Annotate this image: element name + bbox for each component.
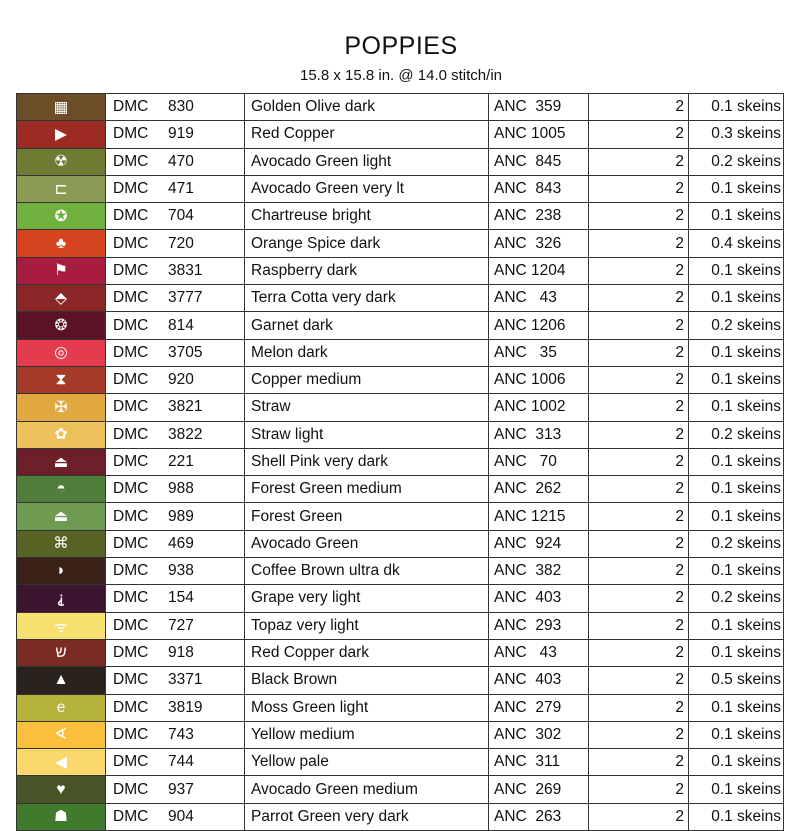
anchor-code: ANC 382 bbox=[489, 558, 589, 585]
anchor-code: ANC 924 bbox=[489, 530, 589, 557]
thread-row bbox=[17, 503, 784, 530]
color-name: Straw light bbox=[245, 421, 489, 448]
color-name: Topaz very light bbox=[245, 612, 489, 639]
anchor-code: ANC 263 bbox=[489, 803, 589, 830]
strand-count: 2 bbox=[589, 94, 689, 121]
strand-count: 2 bbox=[589, 585, 689, 612]
thread-number: 470 bbox=[168, 148, 245, 175]
thread-number: 471 bbox=[168, 175, 245, 202]
color-name: Forest Green bbox=[245, 503, 489, 530]
thread-row bbox=[17, 612, 784, 639]
skein-amount: 0.1 skeins bbox=[689, 394, 784, 421]
skein-amount: 0.1 skeins bbox=[689, 749, 784, 776]
color-swatch: e bbox=[17, 694, 106, 721]
color-name: Yellow pale bbox=[245, 749, 489, 776]
thread-brand: DMC bbox=[106, 312, 169, 339]
thread-brand: DMC bbox=[106, 503, 169, 530]
thread-row bbox=[17, 203, 784, 230]
color-name: Avocado Green medium bbox=[245, 776, 489, 803]
skein-amount: 0.1 skeins bbox=[689, 285, 784, 312]
skein-amount: 0.5 skeins bbox=[689, 667, 784, 694]
skein-amount: 0.1 skeins bbox=[689, 721, 784, 748]
skein-amount: 0.1 skeins bbox=[689, 776, 784, 803]
thread-brand: DMC bbox=[106, 585, 169, 612]
skein-amount: 0.4 skeins bbox=[689, 230, 784, 257]
thread-brand: DMC bbox=[106, 339, 169, 366]
thread-legend-table bbox=[16, 93, 784, 831]
thread-row bbox=[17, 121, 784, 148]
color-swatch: ⊏ bbox=[17, 175, 106, 202]
color-swatch: ⬘ bbox=[17, 285, 106, 312]
strand-count: 2 bbox=[589, 175, 689, 202]
thread-number: 920 bbox=[168, 366, 245, 393]
skein-amount: 0.1 skeins bbox=[689, 203, 784, 230]
thread-number: 918 bbox=[168, 639, 245, 666]
color-name: Copper medium bbox=[245, 366, 489, 393]
color-swatch: ▦ bbox=[17, 94, 106, 121]
thread-number: 3822 bbox=[168, 421, 245, 448]
thread-row bbox=[17, 285, 784, 312]
anchor-code: ANC 313 bbox=[489, 421, 589, 448]
thread-row bbox=[17, 749, 784, 776]
thread-brand: DMC bbox=[106, 448, 169, 475]
skein-amount: 0.1 skeins bbox=[689, 339, 784, 366]
skein-amount: 0.2 skeins bbox=[689, 421, 784, 448]
anchor-code: ANC 1005 bbox=[489, 121, 589, 148]
skein-amount: 0.2 skeins bbox=[689, 148, 784, 175]
thread-brand: DMC bbox=[106, 421, 169, 448]
anchor-code: ANC 326 bbox=[489, 230, 589, 257]
thread-number: 938 bbox=[168, 558, 245, 585]
thread-number: 743 bbox=[168, 721, 245, 748]
thread-number: 830 bbox=[168, 94, 245, 121]
color-swatch: ש bbox=[17, 639, 106, 666]
chart-dimensions: 15.8 x 15.8 in. @ 14.0 stitch/in bbox=[299, 67, 502, 84]
color-name: Orange Spice dark bbox=[245, 230, 489, 257]
thread-row bbox=[17, 339, 784, 366]
skein-amount: 0.1 skeins bbox=[689, 558, 784, 585]
strand-count: 2 bbox=[589, 721, 689, 748]
anchor-code: ANC 403 bbox=[489, 585, 589, 612]
thread-brand: DMC bbox=[106, 530, 169, 557]
skein-amount: 0.1 skeins bbox=[689, 94, 784, 121]
color-name: Avocado Green bbox=[245, 530, 489, 557]
anchor-code: ANC 1206 bbox=[489, 312, 589, 339]
color-swatch: ♣ bbox=[17, 230, 106, 257]
color-name: Avocado Green light bbox=[245, 148, 489, 175]
color-name: Shell Pink very dark bbox=[245, 448, 489, 475]
anchor-code: ANC 35 bbox=[489, 339, 589, 366]
strand-count: 2 bbox=[589, 148, 689, 175]
strand-count: 2 bbox=[589, 203, 689, 230]
thread-row bbox=[17, 476, 784, 503]
color-name: Raspberry dark bbox=[245, 257, 489, 284]
strand-count: 2 bbox=[589, 366, 689, 393]
color-swatch: ♥ bbox=[17, 776, 106, 803]
color-name: Moss Green light bbox=[245, 694, 489, 721]
color-swatch: ☗ bbox=[17, 803, 106, 830]
thread-row bbox=[17, 639, 784, 666]
skein-amount: 0.1 skeins bbox=[689, 257, 784, 284]
color-name: Yellow medium bbox=[245, 721, 489, 748]
thread-number: 3705 bbox=[168, 339, 245, 366]
thread-brand: DMC bbox=[106, 94, 169, 121]
thread-number: 989 bbox=[168, 503, 245, 530]
thread-brand: DMC bbox=[106, 175, 169, 202]
color-swatch: ⧗ bbox=[17, 366, 106, 393]
skein-amount: 0.1 skeins bbox=[689, 694, 784, 721]
strand-count: 2 bbox=[589, 694, 689, 721]
strand-count: 2 bbox=[589, 339, 689, 366]
thread-brand: DMC bbox=[106, 803, 169, 830]
thread-row bbox=[17, 94, 784, 121]
color-swatch: ⸘ bbox=[17, 585, 106, 612]
color-name: Grape very light bbox=[245, 585, 489, 612]
anchor-code: ANC 843 bbox=[489, 175, 589, 202]
skein-amount: 0.2 skeins bbox=[689, 312, 784, 339]
thread-row bbox=[17, 776, 784, 803]
strand-count: 2 bbox=[589, 448, 689, 475]
thread-brand: DMC bbox=[106, 394, 169, 421]
color-swatch: ⏏ bbox=[17, 448, 106, 475]
thread-brand: DMC bbox=[106, 285, 169, 312]
strand-count: 2 bbox=[589, 612, 689, 639]
anchor-code: ANC 43 bbox=[489, 285, 589, 312]
thread-number: 814 bbox=[168, 312, 245, 339]
color-swatch: ⏏ bbox=[17, 503, 106, 530]
thread-brand: DMC bbox=[106, 776, 169, 803]
color-name: Coffee Brown ultra dk bbox=[245, 558, 489, 585]
chart-title: POPPIES bbox=[344, 32, 458, 60]
strand-count: 2 bbox=[589, 639, 689, 666]
thread-number: 221 bbox=[168, 448, 245, 475]
thread-number: 3821 bbox=[168, 394, 245, 421]
skein-amount: 0.1 skeins bbox=[689, 366, 784, 393]
thread-row bbox=[17, 448, 784, 475]
color-swatch: ⚑ bbox=[17, 257, 106, 284]
thread-brand: DMC bbox=[106, 230, 169, 257]
skein-amount: 0.1 skeins bbox=[689, 448, 784, 475]
color-swatch: ᯤ bbox=[17, 612, 106, 639]
color-name: Melon dark bbox=[245, 339, 489, 366]
anchor-code: ANC 1204 bbox=[489, 257, 589, 284]
color-swatch: ∢ bbox=[17, 721, 106, 748]
thread-number: 3777 bbox=[168, 285, 245, 312]
thread-row bbox=[17, 312, 784, 339]
color-name: Garnet dark bbox=[245, 312, 489, 339]
thread-row bbox=[17, 721, 784, 748]
thread-row bbox=[17, 530, 784, 557]
thread-number: 727 bbox=[168, 612, 245, 639]
skein-amount: 0.1 skeins bbox=[689, 175, 784, 202]
thread-number: 3831 bbox=[168, 257, 245, 284]
color-swatch: ☢ bbox=[17, 148, 106, 175]
thread-number: 919 bbox=[168, 121, 245, 148]
strand-count: 2 bbox=[589, 803, 689, 830]
strand-count: 2 bbox=[589, 121, 689, 148]
thread-brand: DMC bbox=[106, 558, 169, 585]
color-name: Red Copper bbox=[245, 121, 489, 148]
color-name: Forest Green medium bbox=[245, 476, 489, 503]
anchor-code: ANC 262 bbox=[489, 476, 589, 503]
strand-count: 2 bbox=[589, 476, 689, 503]
thread-number: 3371 bbox=[168, 667, 245, 694]
color-name: Chartreuse bright bbox=[245, 203, 489, 230]
thread-number: 904 bbox=[168, 803, 245, 830]
thread-number: 988 bbox=[168, 476, 245, 503]
strand-count: 2 bbox=[589, 503, 689, 530]
color-swatch: ⌘ bbox=[17, 530, 106, 557]
thread-number: 469 bbox=[168, 530, 245, 557]
color-swatch: ◀ bbox=[17, 749, 106, 776]
skein-amount: 0.2 skeins bbox=[689, 585, 784, 612]
anchor-code: ANC 1215 bbox=[489, 503, 589, 530]
strand-count: 2 bbox=[589, 394, 689, 421]
thread-number: 937 bbox=[168, 776, 245, 803]
strand-count: 2 bbox=[589, 749, 689, 776]
thread-brand: DMC bbox=[106, 667, 169, 694]
skein-amount: 0.1 skeins bbox=[689, 612, 784, 639]
strand-count: 2 bbox=[589, 312, 689, 339]
thread-brand: DMC bbox=[106, 612, 169, 639]
color-name: Straw bbox=[245, 394, 489, 421]
strand-count: 2 bbox=[589, 421, 689, 448]
anchor-code: ANC 302 bbox=[489, 721, 589, 748]
anchor-code: ANC 1006 bbox=[489, 366, 589, 393]
anchor-code: ANC 293 bbox=[489, 612, 589, 639]
skein-amount: 0.2 skeins bbox=[689, 530, 784, 557]
color-swatch: ✿ bbox=[17, 421, 106, 448]
color-name: Parrot Green very dark bbox=[245, 803, 489, 830]
anchor-code: ANC 279 bbox=[489, 694, 589, 721]
anchor-code: ANC 43 bbox=[489, 639, 589, 666]
thread-row bbox=[17, 585, 784, 612]
color-swatch: ✠ bbox=[17, 394, 106, 421]
anchor-code: ANC 403 bbox=[489, 667, 589, 694]
strand-count: 2 bbox=[589, 230, 689, 257]
thread-brand: DMC bbox=[106, 257, 169, 284]
anchor-code: ANC 70 bbox=[489, 448, 589, 475]
anchor-code: ANC 359 bbox=[489, 94, 589, 121]
thread-brand: DMC bbox=[106, 749, 169, 776]
skein-amount: 0.1 skeins bbox=[689, 476, 784, 503]
skein-amount: 0.3 skeins bbox=[689, 121, 784, 148]
thread-row bbox=[17, 230, 784, 257]
color-name: Red Copper dark bbox=[245, 639, 489, 666]
legend-body bbox=[17, 94, 784, 831]
thread-number: 154 bbox=[168, 585, 245, 612]
color-name: Black Brown bbox=[245, 667, 489, 694]
anchor-code: ANC 238 bbox=[489, 203, 589, 230]
strand-count: 2 bbox=[589, 530, 689, 557]
skein-amount: 0.1 skeins bbox=[689, 503, 784, 530]
strand-count: 2 bbox=[589, 776, 689, 803]
thread-row bbox=[17, 558, 784, 585]
color-name: Terra Cotta very dark bbox=[245, 285, 489, 312]
thread-row bbox=[17, 667, 784, 694]
thread-brand: DMC bbox=[106, 148, 169, 175]
anchor-code: ANC 311 bbox=[489, 749, 589, 776]
thread-row bbox=[17, 803, 784, 830]
color-swatch: ◎ bbox=[17, 339, 106, 366]
color-swatch: ◗ bbox=[17, 558, 106, 585]
thread-row bbox=[17, 366, 784, 393]
strand-count: 2 bbox=[589, 285, 689, 312]
color-name: Golden Olive dark bbox=[245, 94, 489, 121]
thread-brand: DMC bbox=[106, 721, 169, 748]
thread-number: 704 bbox=[168, 203, 245, 230]
thread-row bbox=[17, 257, 784, 284]
thread-row bbox=[17, 175, 784, 202]
thread-number: 3819 bbox=[168, 694, 245, 721]
color-swatch: ✪ bbox=[17, 203, 106, 230]
color-swatch: ◓ bbox=[17, 476, 106, 503]
thread-row bbox=[17, 421, 784, 448]
strand-count: 2 bbox=[589, 558, 689, 585]
anchor-code: ANC 269 bbox=[489, 776, 589, 803]
thread-number: 744 bbox=[168, 749, 245, 776]
color-swatch: ❂ bbox=[17, 312, 106, 339]
color-name: Avocado Green very lt bbox=[245, 175, 489, 202]
thread-brand: DMC bbox=[106, 639, 169, 666]
color-swatch: ▲ bbox=[17, 667, 106, 694]
skein-amount: 0.1 skeins bbox=[689, 803, 784, 830]
thread-number: 720 bbox=[168, 230, 245, 257]
thread-row bbox=[17, 394, 784, 421]
strand-count: 2 bbox=[589, 667, 689, 694]
thread-brand: DMC bbox=[106, 476, 169, 503]
strand-count: 2 bbox=[589, 257, 689, 284]
thread-row bbox=[17, 694, 784, 721]
thread-row bbox=[17, 148, 784, 175]
anchor-code: ANC 1002 bbox=[489, 394, 589, 421]
thread-brand: DMC bbox=[106, 203, 169, 230]
skein-amount: 0.1 skeins bbox=[689, 639, 784, 666]
thread-brand: DMC bbox=[106, 366, 169, 393]
color-swatch: ▶ bbox=[17, 121, 106, 148]
thread-brand: DMC bbox=[106, 694, 169, 721]
thread-brand: DMC bbox=[106, 121, 169, 148]
anchor-code: ANC 845 bbox=[489, 148, 589, 175]
